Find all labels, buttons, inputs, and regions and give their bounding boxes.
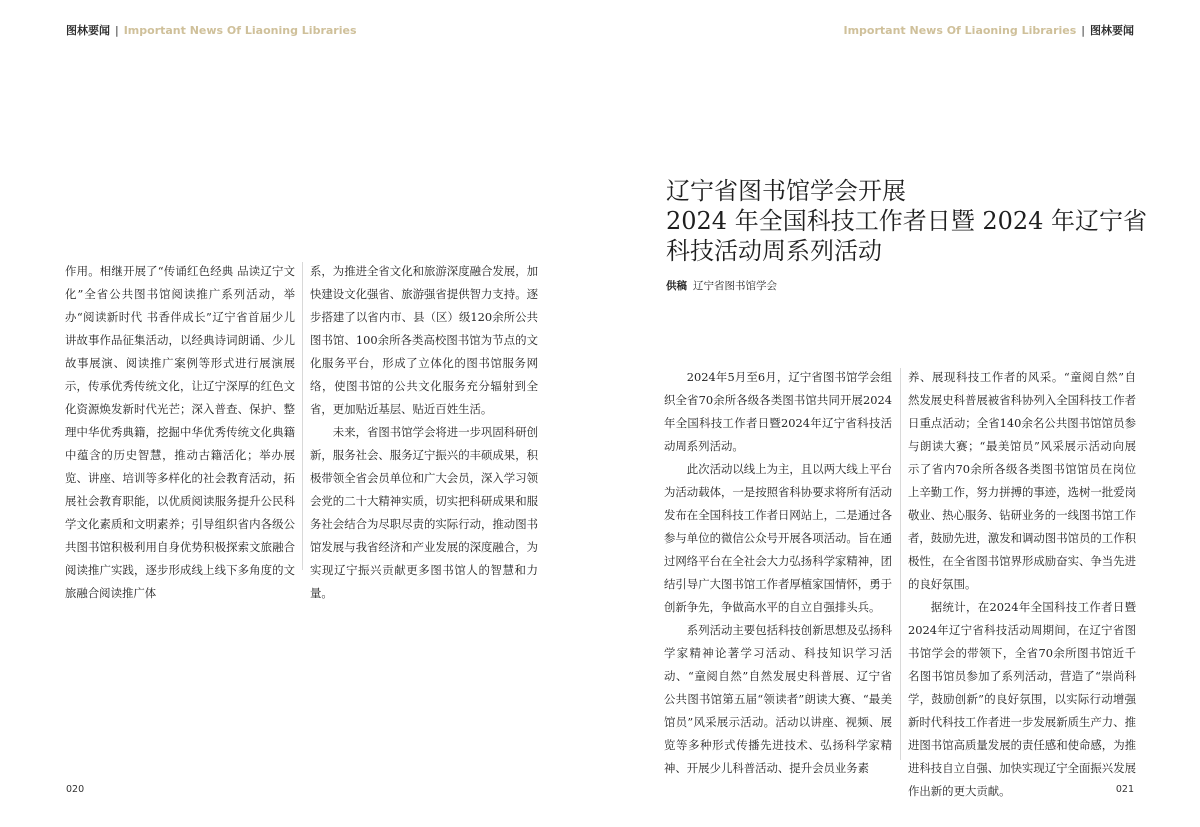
title-line: 2024 年全国科技工作者日暨 2024 年辽宁省: [666, 207, 1148, 235]
right-page-column-1: [664, 366, 892, 780]
paragraph: 据统计，在2024年全国科技工作者日暨2024年辽宁省科技活动周期间，在辽宁省图书馆学会的带领下，全省70余所图书馆近千名图书馆员参加了系列活动，营造了“崇尚科学，鼓励创新”的良好氛围，以实际行动增强新时代科技工作者进一步发展新质生产力、推进图书馆高质量发展的责任感和使命感，为推进科技自立自强、加快实现辽宁全面振兴发展作出新的更大贡献。: [908, 600, 1136, 798]
header-separator: |: [115, 24, 119, 37]
left-page-column-2: [310, 260, 538, 605]
byline: [666, 278, 777, 293]
paragraph: 此次活动以线上为主，且以两大线上平台为活动载体，一是按照省科协要求将所有活动发布在全国科技工作者日网站上，二是通过各参与单位的微信公众号开展各项活动。旨在通过网络平台在全社会大力弘扬科学家精神，团结引导广大图书馆工作者厚植家国情怀，勇于创新争先，争做高水平的自立自强排头兵。: [664, 462, 892, 614]
section-title-cn: 图林要闻: [1090, 24, 1134, 37]
section-title-en: Important News Of Liaoning Libraries: [843, 24, 1077, 37]
title-line: 辽宁省图书馆学会开展: [666, 177, 906, 205]
section-title-cn: 图林要闻: [66, 24, 110, 37]
page-number-right: 021: [1115, 784, 1134, 795]
left-page-column-1: [65, 260, 295, 605]
paragraph: 未来，省图书馆学会将进一步巩固科研创新，服务社会、服务辽宁振兴的丰硕成果，积极带领全省会员单位和广大会员，深入学习领会党的二十大精神实质，切实把科研成果和服务社会结合为尽职尽责的实际行动，推动图书馆发展与我省经济和产业发展的深度融合，为实现辽宁振兴贡献更多图书馆人的智慧和力量。: [310, 425, 538, 600]
title-line: 科技活动周系列活动: [666, 237, 882, 265]
paragraph: 养、展现科技工作者的风采。“童阅自然”自然发展史科普展被省科协列入全国科技工作者日重点活动；全省140余名公共图书馆馆员参与朗读大赛；“最美馆员”风采展示活动向展示了省内70余所各级各类图书馆馆员在岗位上辛勤工作，努力拼搏的事迹，选树一批爱岗敬业、热心服务、钻研业务的一线图书馆工作者，鼓励先进，激发和调动图书馆员的工作积极性，在全省图书馆界形成励奋实、争当先进的良好氛围。: [908, 370, 1136, 591]
paragraph: 2024年5月至6月，辽宁省图书馆学会组织全省70余所各级各类图书馆共同开展2024年全国科技工作者日暨2024年辽宁省科技活动周系列活动。: [664, 370, 892, 453]
paragraph: 系，为推进全省文化和旅游深度融合发展，加快建设文化强省、旅游强省提供智力支持。逐步搭建了以省内市、县（区）级120余所公共图书馆、100余所各类高校图书馆为节点的文化服务平台，形成了立体化的图书馆服务网络，使图书馆的公共文化服务充分辐射到全省，更加贴近基层、贴近百姓生活。: [310, 264, 538, 416]
paragraph: 作用。相继开展了“传诵红色经典 品读辽宁文化”全省公共图书馆阅读推广系列活动，举办“阅读新时代 书香伴成长”辽宁省首届少儿讲故事作品征集活动，以经典诗词朗诵、少儿故事展演、阅读推广案例等形式进行展演展示，传承优秀传统文化，让辽宁深厚的红色文化资源焕发新时代光芒；深入普查、保护、整理中华优秀典籍，挖掘中华优秀传统文化典籍中蕴含的历史智慧，推动古籍活化；举办展览、讲座、培训等多样化的社会教育活动，拓展社会教育职能，以优质阅读服务提升公民科学文化素质和文明素养；引导组织省内各级公共图书馆积极利用自身优势积极探索文旅融合阅读推广实践，逐步形成线上线下多角度的文旅融合阅读推广体: [65, 264, 295, 600]
article-title: [666, 176, 1146, 266]
section-title-en: Important News Of Liaoning Libraries: [123, 24, 357, 37]
paragraph: 系列活动主要包括科技创新思想及弘扬科学家精神论著学习活动、科技知识学习活动、“童阅自然”自然发展史科普展、辽宁省公共图书馆第五届“领读者”朗读大赛、“最美馆员”风采展示活动。活动以讲座、视频、展览等多种形式传播先进技术、弘扬科学家精神、开展少儿科普活动、提升会员业务素: [664, 623, 892, 775]
column-divider: [900, 368, 901, 760]
right-page-column-2: [908, 366, 1136, 803]
header-separator: |: [1081, 24, 1085, 37]
running-header-left: [66, 22, 357, 38]
running-header-right: [843, 22, 1134, 38]
byline-author: 辽宁省图书馆学会: [693, 280, 777, 292]
column-divider: [302, 262, 303, 570]
byline-label: 供稿: [666, 280, 687, 292]
page-number-left: 020: [66, 784, 85, 795]
